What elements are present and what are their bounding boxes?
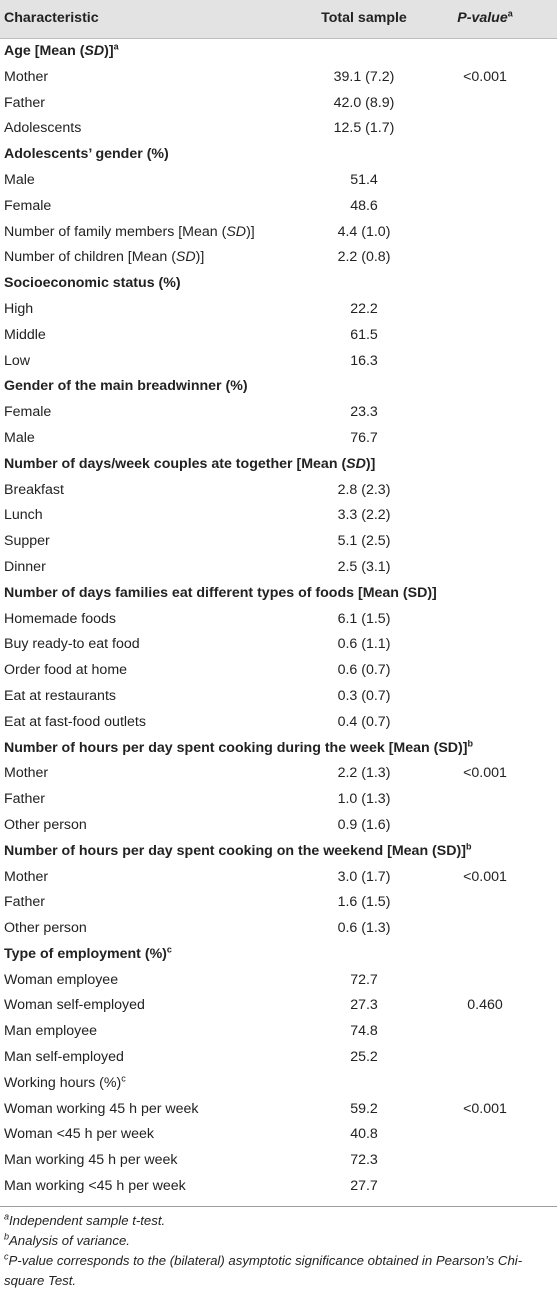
- row-label: Father: [4, 894, 46, 911]
- row-label: Female: [4, 404, 52, 421]
- row-total: 2.2 (1.3): [337, 765, 391, 782]
- row-total: 0.6 (1.3): [337, 920, 391, 937]
- row-total: 74.8: [350, 1023, 378, 1040]
- row-total: 59.2: [350, 1100, 378, 1117]
- row-total: 51.4: [350, 171, 378, 188]
- table-row: [0, 555, 557, 581]
- row-label: Adolescents: [4, 120, 82, 137]
- row-total: 25.2: [350, 1049, 378, 1066]
- table-row: [0, 710, 557, 736]
- row-label: Eat at fast-food outlets: [4, 713, 146, 730]
- row-label: Number of days families eat different types of foods [Mean (SD)]: [4, 584, 437, 601]
- table-row: [0, 658, 557, 684]
- row-total: 23.3: [350, 404, 378, 421]
- row-label: Man employee: [4, 1023, 98, 1040]
- section-row: [0, 839, 557, 865]
- table-row: [0, 1174, 557, 1200]
- row-p-value: 0.460: [467, 997, 503, 1014]
- table-row: [0, 607, 557, 633]
- row-total: 1.6 (1.5): [337, 894, 391, 911]
- row-total: 48.6: [350, 197, 378, 214]
- row-label: Woman self-employed: [4, 997, 145, 1014]
- row-label: Age [Mean (SD)]$^a$: [4, 41, 119, 59]
- table-row: [0, 968, 557, 994]
- section-row: [0, 271, 557, 297]
- row-label: Number of family members [Mean (SD)]: [4, 223, 255, 240]
- row-label: Low: [4, 352, 31, 369]
- table-row: [0, 1019, 557, 1045]
- row-total: 22.2: [350, 300, 378, 317]
- table-row: [0, 632, 557, 658]
- row-p-value: <0.001: [463, 68, 507, 85]
- row-label: Father: [4, 791, 46, 808]
- row-total: 0.9 (1.6): [337, 816, 391, 833]
- row-label: Socioeconomic status (%): [4, 275, 181, 292]
- table-row: [0, 478, 557, 504]
- row-total: 0.4 (0.7): [337, 713, 391, 730]
- row-label: Dinner: [4, 558, 46, 575]
- row-label: Mother: [4, 868, 49, 885]
- header-characteristic: Characteristic: [4, 10, 99, 26]
- row-p-value: <0.001: [463, 765, 507, 782]
- row-label: Man working 45 h per week: [4, 1152, 178, 1169]
- row-total: 0.6 (0.7): [337, 662, 391, 679]
- row-label: Number of hours per day spent cooking during the week [Mean (SD)]$^b$: [4, 737, 474, 756]
- row-label: Mother: [4, 68, 49, 85]
- footnote: $^c$P-value corresponds to the (bilateral) asymptotic significance obtained in Pearson’s Chi-square Test.: [4, 1251, 523, 1288]
- table-row: [0, 220, 557, 246]
- table-row: [0, 865, 557, 891]
- row-p-value: <0.001: [463, 1100, 507, 1117]
- row-label: Gender of the main breadwinner (%): [4, 378, 248, 395]
- row-total: 76.7: [350, 429, 378, 446]
- row-total: 3.0 (1.7): [337, 868, 391, 885]
- table-row: [0, 1097, 557, 1123]
- section-row: [0, 39, 557, 65]
- section-row: [0, 142, 557, 168]
- table-row: [0, 400, 557, 426]
- row-total: 39.1 (7.2): [333, 68, 395, 85]
- section-row: [0, 374, 557, 400]
- row-total: 4.4 (1.0): [337, 223, 391, 240]
- row-total: 42.0 (8.9): [333, 94, 395, 111]
- row-p-value: <0.001: [463, 868, 507, 885]
- row-total: 2.8 (2.3): [337, 481, 391, 498]
- row-label: Working hours (%)$^c$: [4, 1073, 126, 1091]
- row-label: Breakfast: [4, 481, 64, 498]
- table-row: [0, 297, 557, 323]
- row-label: Woman employee: [4, 971, 119, 988]
- table-header: [0, 0, 557, 39]
- table-row: [0, 787, 557, 813]
- section-row: [0, 942, 557, 968]
- row-label: Man working <45 h per week: [4, 1178, 186, 1195]
- table-row: [0, 349, 557, 375]
- section-row: [0, 452, 557, 478]
- row-label: Supper: [4, 533, 50, 550]
- row-total: 2.5 (3.1): [337, 558, 391, 575]
- row-label: Type of employment (%)$^c$: [4, 944, 172, 962]
- row-total: 72.3: [350, 1152, 378, 1169]
- row-label: Woman working 45 h per week: [4, 1100, 199, 1117]
- header-p-value: P-value$^a$: [457, 8, 513, 26]
- row-label: Male: [4, 429, 35, 446]
- table-row: [0, 1071, 557, 1097]
- row-total: 0.3 (0.7): [337, 687, 391, 704]
- table-row: [0, 684, 557, 710]
- row-total: 27.7: [350, 1178, 378, 1195]
- row-label: Number of hours per day spent cooking on the weekend [Mean (SD)]$^b$: [4, 840, 472, 859]
- row-total: 6.1 (1.5): [337, 610, 391, 627]
- row-total: 72.7: [350, 971, 378, 988]
- row-total: 12.5 (1.7): [333, 120, 395, 137]
- row-label: Buy ready-to eat food: [4, 636, 140, 653]
- table-row: [0, 168, 557, 194]
- row-total: 40.8: [350, 1126, 378, 1143]
- row-label: Man self-employed: [4, 1049, 124, 1066]
- table-row: [0, 1122, 557, 1148]
- row-total: 5.1 (2.5): [337, 533, 391, 550]
- row-total: 0.6 (1.1): [337, 636, 391, 653]
- row-total: 1.0 (1.3): [337, 791, 391, 808]
- row-total: 61.5: [350, 326, 378, 343]
- row-label: Middle: [4, 326, 46, 343]
- header-total-sample: Total sample: [321, 10, 407, 26]
- row-label: Male: [4, 171, 35, 188]
- table-row: [0, 1045, 557, 1071]
- row-label: Other person: [4, 816, 87, 833]
- table-row: [0, 993, 557, 1019]
- table-row: [0, 245, 557, 271]
- row-label: Number of children [Mean (SD)]: [4, 249, 205, 266]
- row-label: Father: [4, 94, 46, 111]
- row-label: Female: [4, 197, 52, 214]
- row-total: 27.3: [350, 997, 378, 1014]
- row-label: Mother: [4, 765, 49, 782]
- table-row: [0, 916, 557, 942]
- footnote: $^b$Analysis of variance.: [4, 1231, 130, 1248]
- row-label: Eat at restaurants: [4, 687, 116, 704]
- table-row: [0, 194, 557, 220]
- row-label: Other person: [4, 920, 87, 937]
- table-row: [0, 761, 557, 787]
- row-label: High: [4, 300, 34, 317]
- table-row: [0, 426, 557, 452]
- row-label: Adolescents’ gender (%): [4, 146, 169, 163]
- row-label: Order food at home: [4, 662, 128, 679]
- table-footnotes: [0, 1206, 557, 1291]
- row-total: 2.2 (0.8): [337, 249, 391, 266]
- table-row: [0, 91, 557, 117]
- row-total: 3.3 (2.2): [337, 507, 391, 524]
- row-label: Lunch: [4, 507, 43, 524]
- section-row: [0, 736, 557, 762]
- table-row: [0, 323, 557, 349]
- table-row: [0, 813, 557, 839]
- row-label: Number of days/week couples ate together [Mean (SD)]: [4, 455, 376, 472]
- table-row: [0, 65, 557, 91]
- table-row: [0, 890, 557, 916]
- row-total: 16.3: [350, 352, 378, 369]
- table-row: [0, 116, 557, 142]
- section-row: [0, 581, 557, 607]
- table-row: [0, 1148, 557, 1174]
- table-body: [0, 39, 557, 1200]
- row-label: Homemade foods: [4, 610, 116, 627]
- table-row: [0, 529, 557, 555]
- row-label: Woman <45 h per week: [4, 1126, 154, 1143]
- footnote: $^a$Independent sample t-test.: [4, 1211, 166, 1228]
- table-row: [0, 503, 557, 529]
